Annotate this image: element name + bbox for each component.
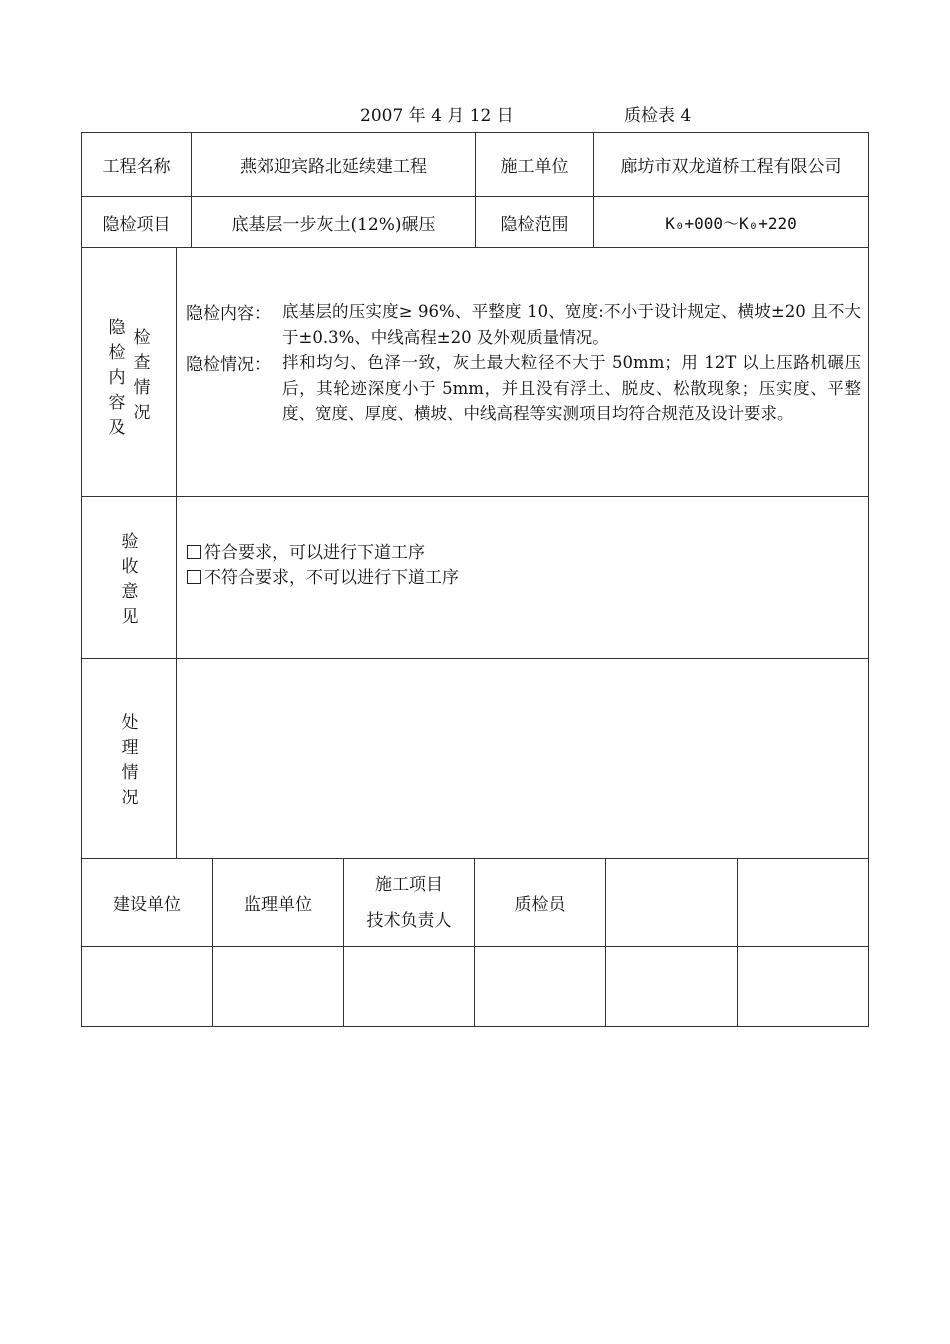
label-char: 理 [121,738,139,758]
checkbox-icon[interactable] [187,570,201,584]
label-char: 处 [121,713,139,733]
inspection-status-text: 拌和均匀、色泽一致，灰土最大粒径不大于 50mm；用 12T 以上压路机碾压后，其轮迹深度小于 5mm，并且没有浮土、脱皮、松散现象；压实度、平整度、宽度、厚度、横坡、中线高程等实测项目均符合规范及设计要求。 [282,353,861,423]
label-char: 况 [133,403,151,423]
contractor-value: 廊坊市双龙道桥工程有限公司 [620,157,842,177]
form-header [0,101,950,126]
label-char: 情 [133,378,151,398]
owner-unit-label: 建设单位 [113,895,181,915]
accept-option-label: 符合要求，可以进行下道工序 [204,543,425,563]
form-date: 2007 年 4 月 12 日 [360,106,514,126]
inspection-range-value: K₀+000～K₀+220 [665,213,797,233]
inspection-range-label: 隐检范围 [500,214,569,235]
signature-blank-cell [606,859,737,946]
tech-lead-signature-cell[interactable] [344,947,474,1026]
inspection-content-paragraph [186,299,861,350]
inspection-label-right [129,326,155,426]
accept-option[interactable] [187,541,847,566]
checkbox-icon[interactable] [187,545,201,559]
inspection-content [186,299,861,427]
label-char: 隐 [108,318,126,338]
tech-lead-line2: 技术负责人 [366,910,452,931]
inspection-label-left [104,316,130,441]
owner-signature-cell[interactable] [82,947,212,1026]
signature-blank-cell[interactable] [606,947,737,1026]
project-name-value: 燕郊迎宾路北延续建工程 [240,157,427,177]
inspector-label: 质检员 [514,895,566,915]
label-char: 见 [121,607,139,627]
label-char: 检 [133,328,151,348]
label-char: 情 [121,763,139,783]
label-char: 验 [121,532,139,552]
inspection-status-paragraph [186,350,861,427]
inspection-content-text: 底基层的压实度≥ 96%、平整度 10、宽度:不小于设计规定、横坡±20 且不大于±0.3%、中线高程±20 及外观质量情况。 [282,302,861,347]
label-char: 容 [108,393,126,413]
inspector-signature-cell[interactable] [475,947,605,1026]
inspection-label [82,248,176,496]
signature-blank-cell [738,859,868,946]
label-char: 内 [108,368,126,388]
inspection-status-prefix: 隐检情况： [186,355,271,375]
label-char: 及 [108,418,126,438]
label-char: 况 [121,788,139,808]
handling-label [82,659,176,858]
acceptance-label [82,497,176,658]
supervisor-unit-label: 监理单位 [244,895,312,915]
signature-blank-cell[interactable] [738,947,868,1026]
label-char: 查 [133,353,151,373]
inspection-content-prefix: 隐检内容： [186,304,271,324]
project-name-label: 工程名称 [102,157,171,177]
inspection-item-value: 底基层一步灰土(12%)碾压 [231,214,436,235]
acceptance-options [187,541,847,590]
supervisor-signature-cell[interactable] [213,947,343,1026]
label-char: 意 [121,582,139,602]
label-char: 收 [121,557,139,577]
tech-lead-line1: 施工项目 [375,874,443,895]
inspection-item-label: 隐检项目 [102,214,171,235]
form-number: 质检表 4 [624,106,692,126]
contractor-label: 施工单位 [500,157,569,177]
tech-lead-label [344,859,474,946]
reject-option-label: 不符合要求，不可以进行下道工序 [204,567,459,588]
handling-content[interactable] [177,659,868,858]
reject-option[interactable] [187,566,847,591]
label-char: 检 [108,343,126,363]
